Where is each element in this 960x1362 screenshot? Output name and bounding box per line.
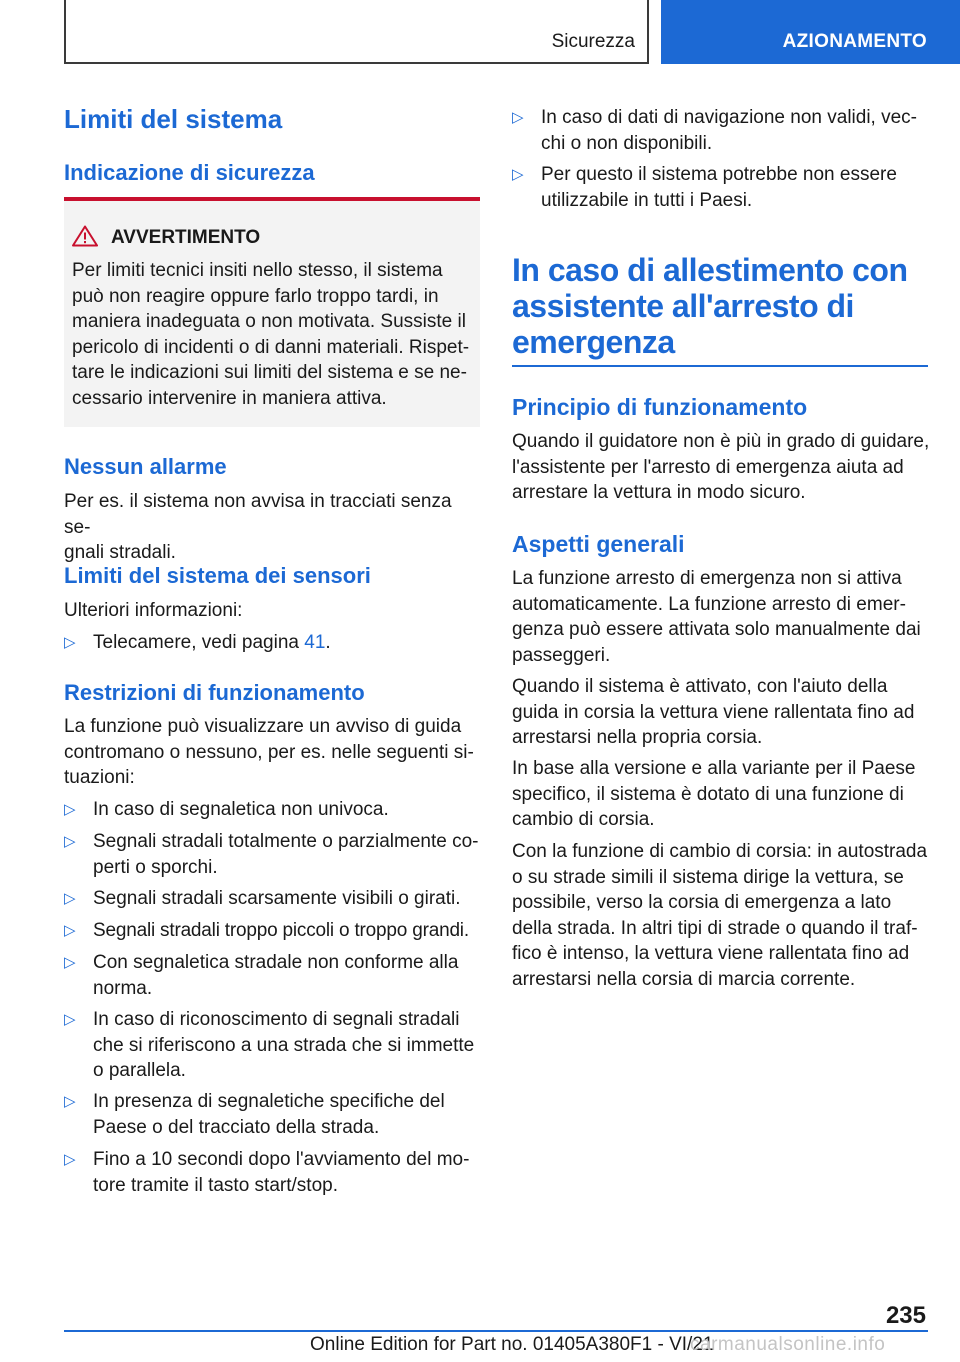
text-line: l'assistente per l'arresto di emergenza aiuta ad bbox=[512, 456, 904, 478]
warning-label: AVVERTIMENTO bbox=[111, 227, 261, 248]
list-item bbox=[64, 630, 480, 656]
footer-edition: Online Edition for Part no. 01405A380F1 - VI/21 bbox=[310, 1334, 714, 1355]
bullet-text: Segnali stradali scarsamente visibili o girati. bbox=[93, 888, 461, 909]
watermark: carmanualsonline.info bbox=[690, 1334, 886, 1355]
list-item bbox=[64, 829, 480, 880]
bullet-text: Paese o del tracciato della strada. bbox=[93, 1116, 380, 1138]
general-heading: Aspetti generali bbox=[512, 531, 685, 557]
bullet-text: In caso di segnaletica non univoca. bbox=[93, 799, 389, 820]
list-item bbox=[512, 105, 928, 156]
list-item bbox=[64, 1147, 480, 1198]
header-chapter-tab bbox=[661, 0, 960, 64]
warning-text bbox=[72, 258, 477, 411]
title-line: In caso di allestimento con bbox=[512, 252, 908, 288]
text-line: gnali stradali. bbox=[64, 542, 176, 563]
text-line: La funzione arresto di emergenza non si attiva bbox=[512, 568, 902, 589]
text-line: cessario intervenire in maniera attiva. bbox=[72, 387, 387, 409]
bullet-triangle-icon: ▷ bbox=[64, 954, 76, 971]
text-line: Per limiti tecnici insiti nello stesso, il sistema bbox=[72, 260, 443, 281]
restrictions-intro bbox=[64, 714, 480, 791]
bullet-triangle-icon: ▷ bbox=[64, 634, 76, 651]
text-line: Per es. il sistema non avvisa in tracciati senza se- bbox=[64, 491, 452, 538]
page-link[interactable]: 41 bbox=[304, 632, 326, 653]
text-line: La funzione può visualizzare un avviso di guida bbox=[64, 716, 462, 737]
text-line: specifico, il sistema è dotato di una funzione di bbox=[512, 783, 904, 805]
list-item bbox=[64, 950, 480, 1001]
title-line: emergenza bbox=[512, 324, 675, 360]
text-line: possibile, verso la corsia di emergenza a lato bbox=[512, 892, 892, 913]
header-section-tab bbox=[64, 0, 649, 64]
bullet-text: In presenza di segnaletiche specifiche del bbox=[93, 1091, 445, 1112]
bullet-text: Con segnaletica stradale non conforme alla bbox=[93, 952, 459, 973]
no-alarm-text bbox=[64, 489, 480, 566]
title-line: assistente all'arresto di bbox=[512, 288, 854, 324]
header-chapter-label: AZIONAMENTO bbox=[782, 31, 927, 52]
bullet-text: chi o non disponibili. bbox=[541, 132, 713, 154]
text-line: tare le indicazioni sui limiti del sistema e se ne- bbox=[72, 362, 467, 383]
sensors-heading: Limiti del sistema dei sensori bbox=[64, 563, 371, 588]
text-line: passeggeri. bbox=[512, 644, 611, 666]
bullet-text: utilizzabile in tutti i Paesi. bbox=[541, 189, 753, 211]
bullet-text: perti o sporchi. bbox=[93, 856, 218, 878]
list-item bbox=[64, 886, 480, 912]
text-line: Quando il sistema è attivato, con l'aiuto della bbox=[512, 676, 888, 697]
footer-rule bbox=[64, 1330, 928, 1332]
text-line: arrestare la vettura in modo sicuro. bbox=[512, 482, 806, 503]
bullet-triangle-icon: ▷ bbox=[512, 166, 524, 183]
bullet-triangle-icon: ▷ bbox=[64, 922, 76, 939]
text-line: fico è intenso, la vettura viene rallentata fino ad bbox=[512, 943, 910, 964]
bullet-text: tore tramite il tasto start/stop. bbox=[93, 1174, 338, 1196]
text-line: cambio di corsia. bbox=[512, 809, 655, 830]
general-paragraph bbox=[512, 839, 932, 992]
text-line: pericolo di incidenti o di danni materiali. Rispet- bbox=[72, 336, 470, 358]
bullet-triangle-icon: ▷ bbox=[64, 833, 76, 850]
bullet-text: o parallela. bbox=[93, 1060, 186, 1081]
principle-text bbox=[512, 429, 932, 506]
feature-title bbox=[512, 252, 928, 360]
bullet-triangle-icon: ▷ bbox=[64, 1151, 76, 1168]
general-paragraph bbox=[512, 566, 932, 668]
text-line: In base alla versione e alla variante per il Paese bbox=[512, 758, 916, 779]
list-item bbox=[512, 162, 928, 213]
text-line: arrestarsi nella corsia di marcia corrente. bbox=[512, 968, 856, 990]
bullet-triangle-icon: ▷ bbox=[512, 109, 524, 126]
bullet-text: Segnali stradali troppo piccoli o troppo grandi. bbox=[93, 920, 469, 941]
general-paragraph bbox=[512, 756, 932, 833]
text-line: Con la funzione di cambio di corsia: in autostrada bbox=[512, 841, 928, 862]
header-section-label: Sicurezza bbox=[551, 31, 635, 52]
bullet-text-end: . bbox=[325, 632, 331, 653]
text-line: guida in corsia la vettura viene rallentata fino ad bbox=[512, 701, 915, 723]
bullet-triangle-icon: ▷ bbox=[64, 801, 76, 818]
page-number: 235 bbox=[885, 1302, 926, 1329]
text-line: automaticamente. La funzione arresto di emer- bbox=[512, 593, 906, 615]
bullet-triangle-icon: ▷ bbox=[64, 1011, 76, 1028]
no-alarm-heading: Nessun allarme bbox=[64, 454, 227, 479]
text-line: maniera inadeguata o non motivata. Sussiste il bbox=[72, 311, 466, 332]
sensors-intro: Ulteriori informazioni: bbox=[64, 600, 243, 621]
bullet-text: che si riferiscono a una strada che si immette bbox=[93, 1034, 475, 1056]
section-title: Limiti del sistema bbox=[64, 104, 283, 134]
principle-heading: Principio di funzionamento bbox=[512, 394, 808, 420]
bullet-triangle-icon: ▷ bbox=[64, 1093, 76, 1110]
list-item bbox=[64, 797, 480, 823]
bullet-text: In caso di dati di navigazione non validi, vec- bbox=[541, 107, 918, 128]
safety-subtitle: Indicazione di sicurezza bbox=[64, 160, 315, 185]
text-line: contromano o nessuno, per es. nelle seguenti si- bbox=[64, 741, 474, 763]
text-line: tuazioni: bbox=[64, 767, 135, 788]
warning-triangle-icon bbox=[72, 225, 98, 252]
bullet-triangle-icon: ▷ bbox=[64, 890, 76, 907]
text-line: o su strade simili il sistema dirige la vettura, se bbox=[512, 866, 904, 888]
bullet-text: Fino a 10 secondi dopo l'avviamento del mo- bbox=[93, 1149, 470, 1170]
list-item bbox=[64, 918, 484, 944]
bullet-text: Telecamere, vedi pagina bbox=[93, 632, 305, 653]
restrictions-heading: Restrizioni di funzionamento bbox=[64, 680, 365, 705]
bullet-text: Per questo il sistema potrebbe non essere bbox=[541, 164, 897, 185]
text-line: della strada. In altri tipi di strade o quando il traf- bbox=[512, 917, 918, 939]
text-line: Quando il guidatore non è più in grado di guidare, bbox=[512, 431, 930, 452]
text-line: arrestarsi nella propria corsia. bbox=[512, 727, 763, 748]
bullet-text: norma. bbox=[93, 977, 153, 999]
bullet-text: In caso di riconoscimento di segnali stradali bbox=[93, 1009, 460, 1030]
bullet-text: Segnali stradali totalmente o parzialmente co- bbox=[93, 831, 479, 852]
list-item bbox=[64, 1007, 480, 1084]
text-line: può non reagire oppure farlo troppo tardi, in bbox=[72, 285, 439, 307]
list-item bbox=[64, 1089, 480, 1140]
text-line: genza può essere attivata solo manualmente dai bbox=[512, 619, 921, 640]
title-rule bbox=[512, 365, 928, 367]
general-paragraph bbox=[512, 674, 932, 751]
